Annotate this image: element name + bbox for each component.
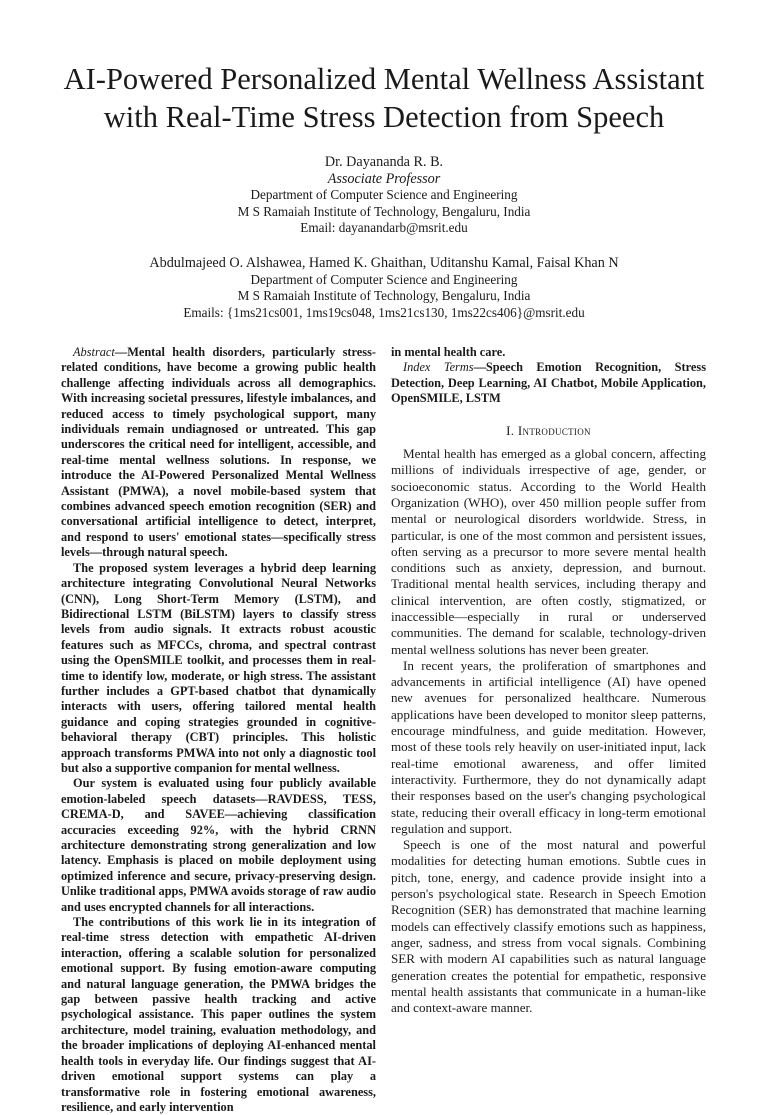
author-2-dept: Department of Computer Science and Engineering	[250, 271, 518, 287]
paper-title	[40, 60, 728, 136]
author-2-names: Abdulmajeed O. Alshawea, Hamed K. Ghaithan, Uditanshu Kamal, Faisal Khan N	[149, 254, 619, 271]
author-1-email: Email: dayanandarb@msrit.edu	[300, 220, 468, 236]
section-heading-introduction	[391, 423, 706, 438]
abstract-paragraph-3: Our system is evaluated using four publicly available emotion-labeled speech datasets—RAVDESS, TESS, CREMA-D, and SAVEE—achieving classification accuracies exceeding 92%, with the hybrid CRNN architecture demonstrating strong generalization and low latency. Emphasis is placed on mobile deployment using optimized inference and secure, privacy-preserving design. Unlike traditional apps, PMWA avoids storage of raw audio and uses encrypted channels for all interactions.	[61, 776, 376, 914]
author-1-dept: Department of Computer Science and Engineering	[250, 187, 518, 203]
abstract-lead: Abstract	[73, 345, 115, 359]
author-1-name: Dr. Dayananda R. B.	[324, 154, 444, 170]
author-block	[40, 154, 728, 321]
author-1-inst: M S Ramaiah Institute of Technology, Bengaluru, India	[237, 203, 531, 219]
index-terms-text: —Speech Emotion Recognition, Stress Detection, Deep Learning, AI Chatbot, Mobile Application, OpenSMILE, LSTM	[391, 360, 706, 406]
abstract-p1-text: —Mental health disorders, particularly stress-related conditions, have become a growing public health challenge affecting individuals across all demographics. With increasing societal pressures, lifestyle imbalances, and reduced access to timely psychological support, many individuals remain undiagnosed or untreated. This gap underscores the critical need for intelligent, accessible, and real-time mental wellness solutions. In response, we introduce the AI-Powered Personalized Mental Wellness Assistant (PMWA), a novel mobile-based system that combines advanced speech emotion recognition (SER) and conversational artificial intelligence to detect, interpret, and respond to users' emotional states—specifically stress levels—through natural speech.	[61, 345, 376, 560]
author-2-inst: M S Ramaiah Institute of Technology, Bengaluru, India	[237, 288, 531, 304]
index-terms-lead: Index Terms	[403, 360, 474, 375]
title-line-1: AI-Powered Personalized Mental Wellness Assistant	[63, 62, 705, 96]
abstract-continuation: in mental health care.	[391, 345, 506, 359]
intro-paragraph-1: Mental health has emerged as a global concern, affecting millions of individuals irrespective of age, gender, or socioeconomic status. According to the World Health Organization (WHO), over 450 million people suffer from mental or neurological disorders worldwide. Stress, in particular, is one of the most common and persistent issues, often serving as a precursor to more severe mental health conditions such as anxiety, depression, and burnout. Traditional mental health services, including therapy and clinical intervention, are often costly, stigmatized, or inaccessible—especially in rural or underserved communities. The demand for scalable, technology-driven mental wellness solutions has never been greater.	[391, 446, 706, 657]
index-terms	[391, 360, 706, 406]
section-title: Introduction	[517, 422, 591, 438]
abstract-paragraph-1	[61, 345, 376, 561]
abstract-paragraph-2: The proposed system leverages a hybrid deep learning architecture integrating Convolutional Neural Networks (CNN), Long Short-Term Memory (LSTM), and Bidirectional LSTM (BiLSTM) layers to classify stress levels from audio signals. It extracts robust acoustic features such as MFCCs, chroma, and spectral contrast using the OpenSMILE toolkit, and processes them in real-time to identify low, moderate, or high stress. The assistant further includes a GPT-based chatbot that dynamically interacts with users, offering tailored mental health guidance and coping strategies grounded in cognitive-behavioral therapy (CBT) principles. This holistic approach transforms PMWA into not only a diagnostic tool but also a supportive companion for mental wellness.	[61, 560, 376, 775]
right-column	[391, 345, 706, 1016]
abstract-column	[61, 345, 376, 1115]
title-line-2: with Real-Time Stress Detection from Speech	[103, 100, 665, 134]
author-1-role: Associate Professor	[327, 170, 441, 187]
intro-paragraph-2: In recent years, the proliferation of smartphones and advancements in artificial intelligence (AI) have opened new avenues for personalized healthcare. Numerous applications have been developed to monitor sleep patterns, encourage mindfulness, and guide meditation. However, most of these tools rely heavily on user-initiated input, lack real-time emotional awareness, and offer limited interactivity. Furthermore, they do not dynamically adapt their responses based on the user's changing psychological state, reducing their overall efficacy in long-term emotional regulation and support.	[391, 657, 706, 836]
intro-paragraph-3: Speech is one of the most natural and powerful modalities for detecting human emotions. Subtle cues in pitch, tone, energy, and cadence provide insight into a person's psychological state. Research in Speech Emotion Recognition (SER) has demonstrated that machine learning models can effectively classify emotions such as happiness, anger, sadness, and stress from vocal signals. Combining SER with modern AI capabilities such as natural language generation creates the potential for empathetic, responsive mental health assistants that communicate in a human-like and context-aware manner.	[391, 837, 706, 1016]
section-number: I.	[506, 422, 515, 438]
abstract-paragraph-4: The contributions of this work lie in its integration of real-time stress detection with empathetic AI-driven interaction, offering a scalable solution for personalized emotional support. By fusing emotion-aware computing and natural language generation, the PMWA bridges the gap between passive health tracking and active psychological assistance. This paper outlines the system architecture, model training, evaluation methodology, and the broader implications of deploying AI-enhanced mental health tools in everyday life. Our findings suggest that AI-driven emotional support systems can play a transformative role in fostering emotional awareness, resilience, and early intervention	[61, 915, 376, 1114]
author-2-emails: Emails: {1ms21cs001, 1ms19cs048, 1ms21cs130, 1ms22cs406}@msrit.edu	[183, 304, 585, 320]
